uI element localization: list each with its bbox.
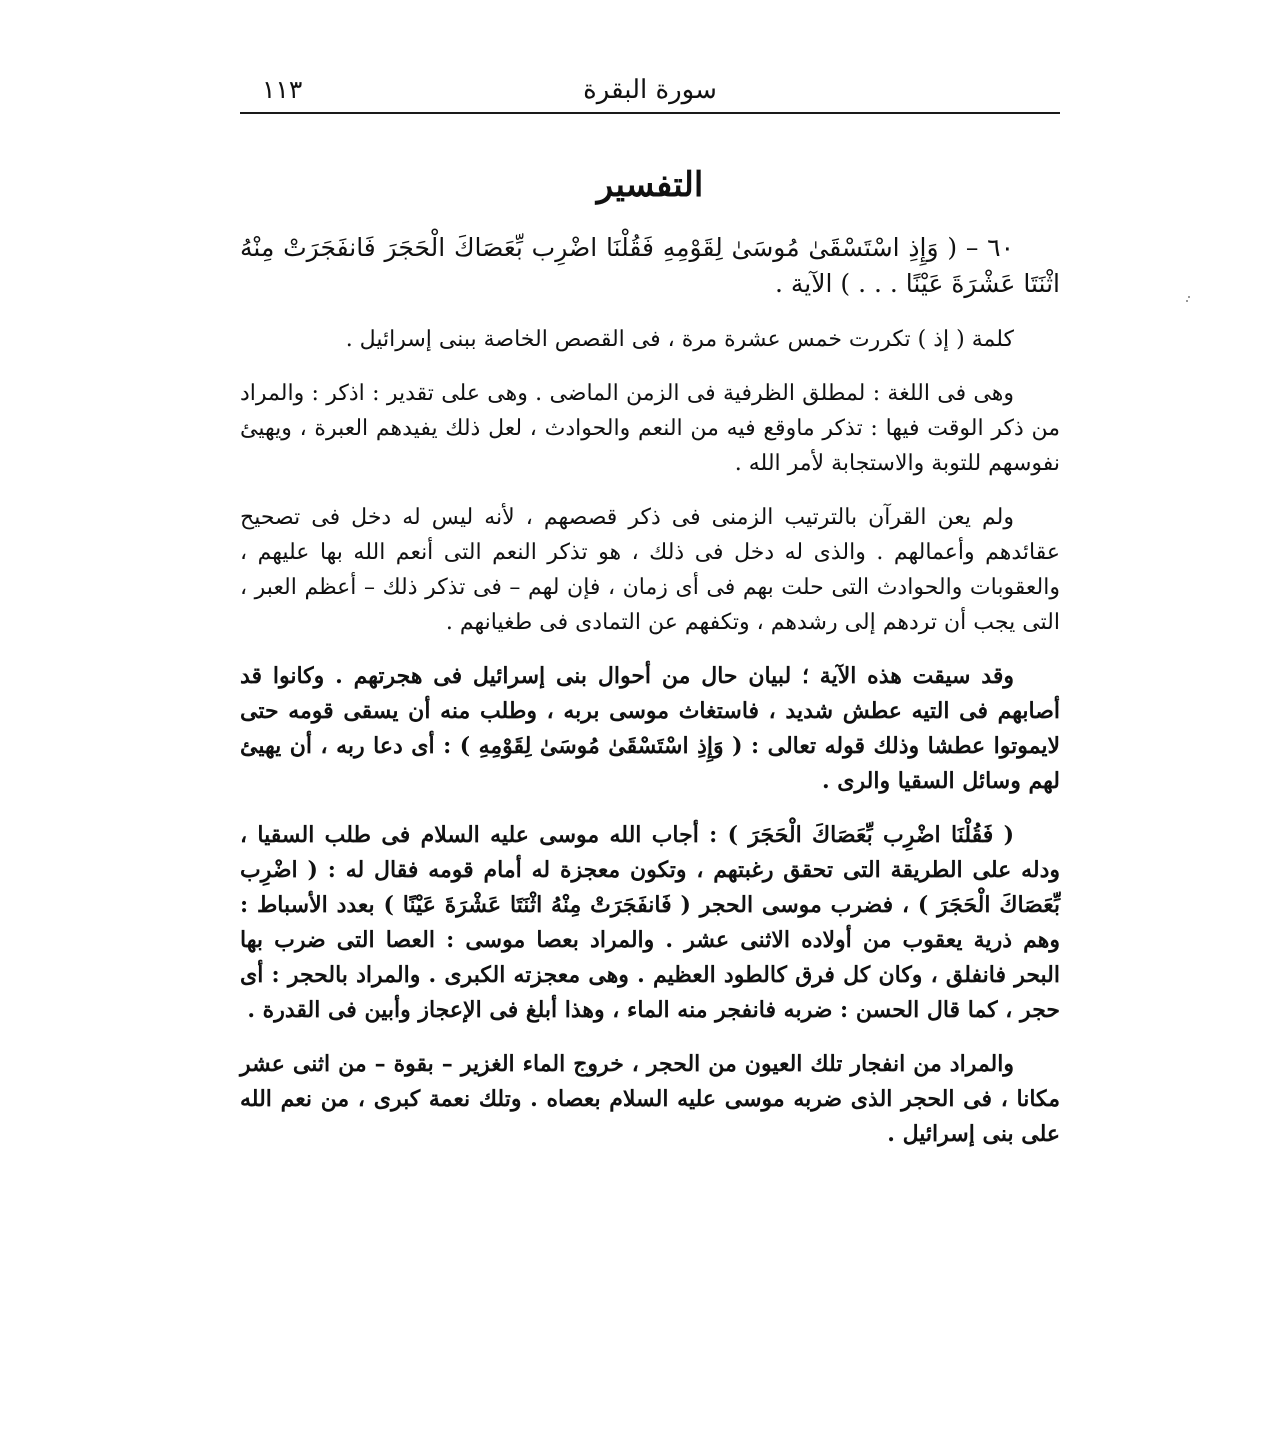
page-number: ١١٣ <box>262 75 303 104</box>
body-text <box>240 230 1060 1152</box>
verse-paragraph: ٦٠ – ( وَإِذِ اسْتَسْقَىٰ مُوسَىٰ لِقَوْمِهِ فَقُلْنَا اضْرِب بِّعَصَاكَ الْحَجَرَ فَانفَجَرَتْ مِنْهُ اثْنَتَا عَشْرَةَ عَيْنًا . . . ) الآية . <box>240 233 1060 298</box>
running-header <box>240 72 1060 112</box>
surah-name-header: سورة البقرة <box>583 75 717 105</box>
scan-speck <box>1186 300 1188 302</box>
paragraph-strike-rock: ( فَقُلْنَا اضْرِب بِّعَصَاكَ الْحَجَرَ ) : أجاب الله موسى عليه السلام فى طلب السقيا ، ودله على الطريقة التى تحقق رغبتهم ، وتكون معجزة له أمام قومه فقال له : ( اضْرِب بِّعَصَاكَ الْحَجَرَ ) ، فضرب موسى الحجر ( فَانفَجَرَتْ مِنْهُ اثْنَتَا عَشْرَةَ عَيْنًا ) بعدد الأسباط : وهم ذرية يعقوب من أولاده الاثنى عشر . والمراد بعصا موسى : العصا التى ضرب بها البحر فانفلق ، وكان كل فرق كالطود العظيم . وهى معجزته الكبرى . والمراد بالحجر : أى حجر ، كما قال الحسن : ضربه فانفجر منه الماء ، وهذا أبلغ فى الإعجاز وأبين فى القدرة . <box>240 822 1060 1023</box>
paragraph-chronology: ولم يعن القرآن بالترتيب الزمنى فى ذكر قصصهم ، لأنه ليس له دخل فى تصحيح عقائدهم وأعمالهم . والذى له دخل فى ذلك ، هو تذكر النعم التى أنعم الله بها عليهم ، والعقوبات والحوادث التى حلت بهم فى أى زمان ، فإن لهم – فى تذكر ذلك – أعظم العبر ، التى يجب أن تردهم إلى رشدهم ، وتكفهم عن التمادى فى طغيانهم . <box>240 505 1060 635</box>
paragraph-idh-meaning: وهى فى اللغة : لمطلق الظرفية فى الزمن الماضى . وهى على تقدير : اذكر : والمراد من ذكر الوقت فيها : تذكر ماوقع فيه من النعم والحوادث ، لعل ذلك يفيدهم العبرة ، ويهيئ نفوسهم للتوبة والاستجابة لأمر الله . <box>240 381 1060 476</box>
paragraph-verse-context: وقد سيقت هذه الآية ؛ لبيان حال من أحوال بنى إسرائيل فى هجرتهم . وكانوا قد أصابهم فى التيه عطش شديد ، فاستغاث موسى بربه ، وطلب منه أن يسقى قومه حتى لايموتوا عطشا وذلك قوله تعالى : ( وَإِذِ اسْتَسْقَىٰ مُوسَىٰ لِقَوْمِهِ ) : أى دعا ربه ، أن يهيئ لهم وسائل السقيا والرى . <box>240 663 1061 794</box>
book-page <box>240 0 1060 1453</box>
paragraph-springs: والمراد من انفجار تلك العيون من الحجر ، خروج الماء الغزير – بقوة – من اثنى عشر مكانا ، فى الحجر الذى ضربه موسى عليه السلام بعصاه . وتلك نعمة كبرى ، من نعم الله على بنى إسرائيل . <box>240 1051 1060 1147</box>
paragraph-idh-count: كلمة ( إذ ) تكررت خمس عشرة مرة ، فى القصص الخاصة ببنى إسرائيل . <box>345 327 1014 352</box>
scan-speck <box>1188 296 1190 298</box>
section-title: التفسير <box>596 165 704 205</box>
header-divider <box>240 112 1060 114</box>
